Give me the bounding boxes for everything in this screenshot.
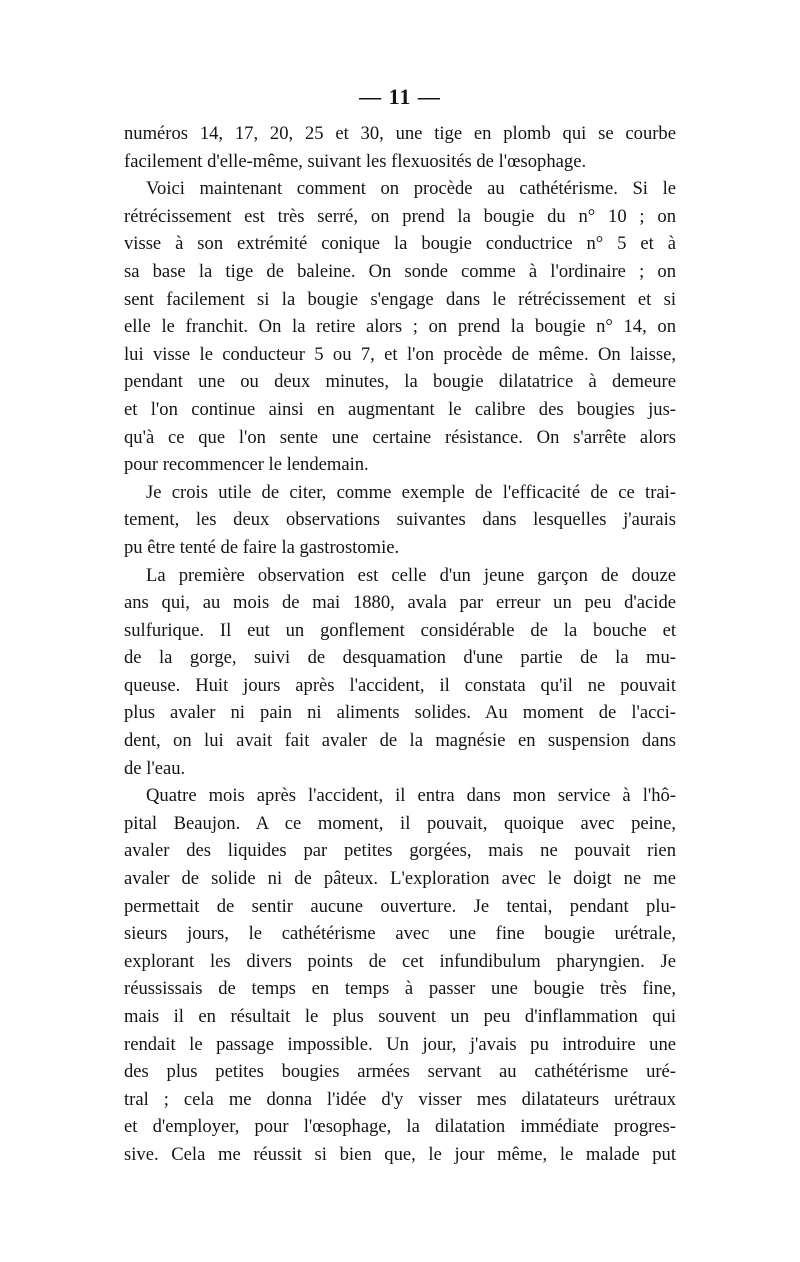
text-line: pital Beaujon. A ce moment, il pouvait, quoique avec peine, [124, 812, 676, 834]
text-line: de la gorge, suivi de desquamation d'une partie de la mu- [124, 647, 676, 669]
text-line: rétrécissement est très serré, on prend la bougie du n° 10 ; on [124, 205, 676, 227]
text-line: plus avaler ni pain ni aliments solides. Au moment de l'acci- [124, 702, 676, 724]
text-line: sive. Cela me réussit si bien que, le jour même, le malade put [124, 1143, 676, 1165]
text-line: rendait le passage impossible. Un jour, j'avais pu introduire une [124, 1033, 676, 1055]
text-line: mais il en résultait le plus souvent un peu d'inflammation qui [124, 1006, 676, 1027]
page-number: — 11 — [359, 84, 441, 109]
text-line: ans qui, au mois de mai 1880, avala par erreur un peu d'acide [124, 592, 676, 614]
text-line: Voici maintenant comment on procède au cathétérisme. Si le [146, 178, 676, 200]
text-line: La première observation est celle d'un jeune garçon de douze [146, 564, 676, 586]
text-line: elle le franchit. On la retire alors ; on prend la bougie n° 14, on [124, 316, 676, 338]
text-line: avaler de solide ni de pâteux. L'exploration avec le doigt ne me [124, 868, 676, 890]
text-line: sulfurique. Il eut un gonflement considérable de la bouche et [124, 619, 676, 641]
text-line: facilement d'elle-même, suivant les flexuosités de l'œsophage. [124, 150, 587, 172]
text-line: pendant une ou deux minutes, la bougie dilatatrice à demeure [124, 371, 676, 393]
text-line: Quatre mois après l'accident, il entra dans mon service à l'hô- [146, 785, 676, 807]
text-line: tral ; cela me donna l'idée d'y visser mes dilatateurs urétraux [124, 1088, 676, 1110]
text-line: des plus petites bougies armées servant au cathétérisme uré- [124, 1061, 676, 1083]
text-line: visse à son extrémité conique la bougie conductrice n° 5 et à [124, 233, 676, 255]
text-line: dent, on lui avait fait avaler de la magnésie en suspension dans [124, 730, 676, 752]
text-line: lui visse le conducteur 5 ou 7, et l'on procède de même. On laisse, [124, 343, 676, 365]
text-line: tement, les deux observations suivantes dans lesquelles j'aurais [124, 509, 676, 531]
text-line: qu'à ce que l'on sente une certaine résistance. On s'arrête alors [124, 426, 676, 448]
text-line: réussissais de temps en temps à passer une bougie très fine, [124, 978, 676, 1000]
body-text [124, 120, 676, 1169]
text-line: de l'eau. [124, 757, 186, 779]
text-line: queuse. Huit jours après l'accident, il constata qu'il ne pouvait [124, 674, 676, 696]
text-line: pour recommencer le lendemain. [124, 454, 369, 476]
text-line: et d'employer, pour l'œsophage, la dilatation immédiate progres- [124, 1116, 676, 1138]
text-line: numéros 14, 17, 20, 25 et 30, une tige en plomb qui se courbe [124, 123, 676, 144]
text-line: avaler des liquides par petites gorgées, mais ne pouvait rien [124, 840, 676, 862]
text-line: permettait de sentir aucune ouverture. Je tentai, pendant plu- [124, 895, 676, 917]
text-line: Je crois utile de citer, comme exemple de l'efficacité de ce trai- [146, 481, 676, 503]
text-line: et l'on continue ainsi en augmentant le calibre des bougies jus- [124, 398, 676, 420]
text-line: sieurs jours, le cathétérisme avec une fine bougie urétrale, [124, 923, 676, 945]
text-line: pu être tenté de faire la gastrostomie. [124, 536, 400, 558]
text-line: sent facilement si la bougie s'engage dans le rétrécissement et si [124, 288, 676, 310]
text-line: sa base la tige de baleine. On sonde comme à l'ordinaire ; on [124, 260, 676, 282]
text-line: explorant les divers points de cet infundibulum pharyngien. Je [124, 950, 676, 972]
